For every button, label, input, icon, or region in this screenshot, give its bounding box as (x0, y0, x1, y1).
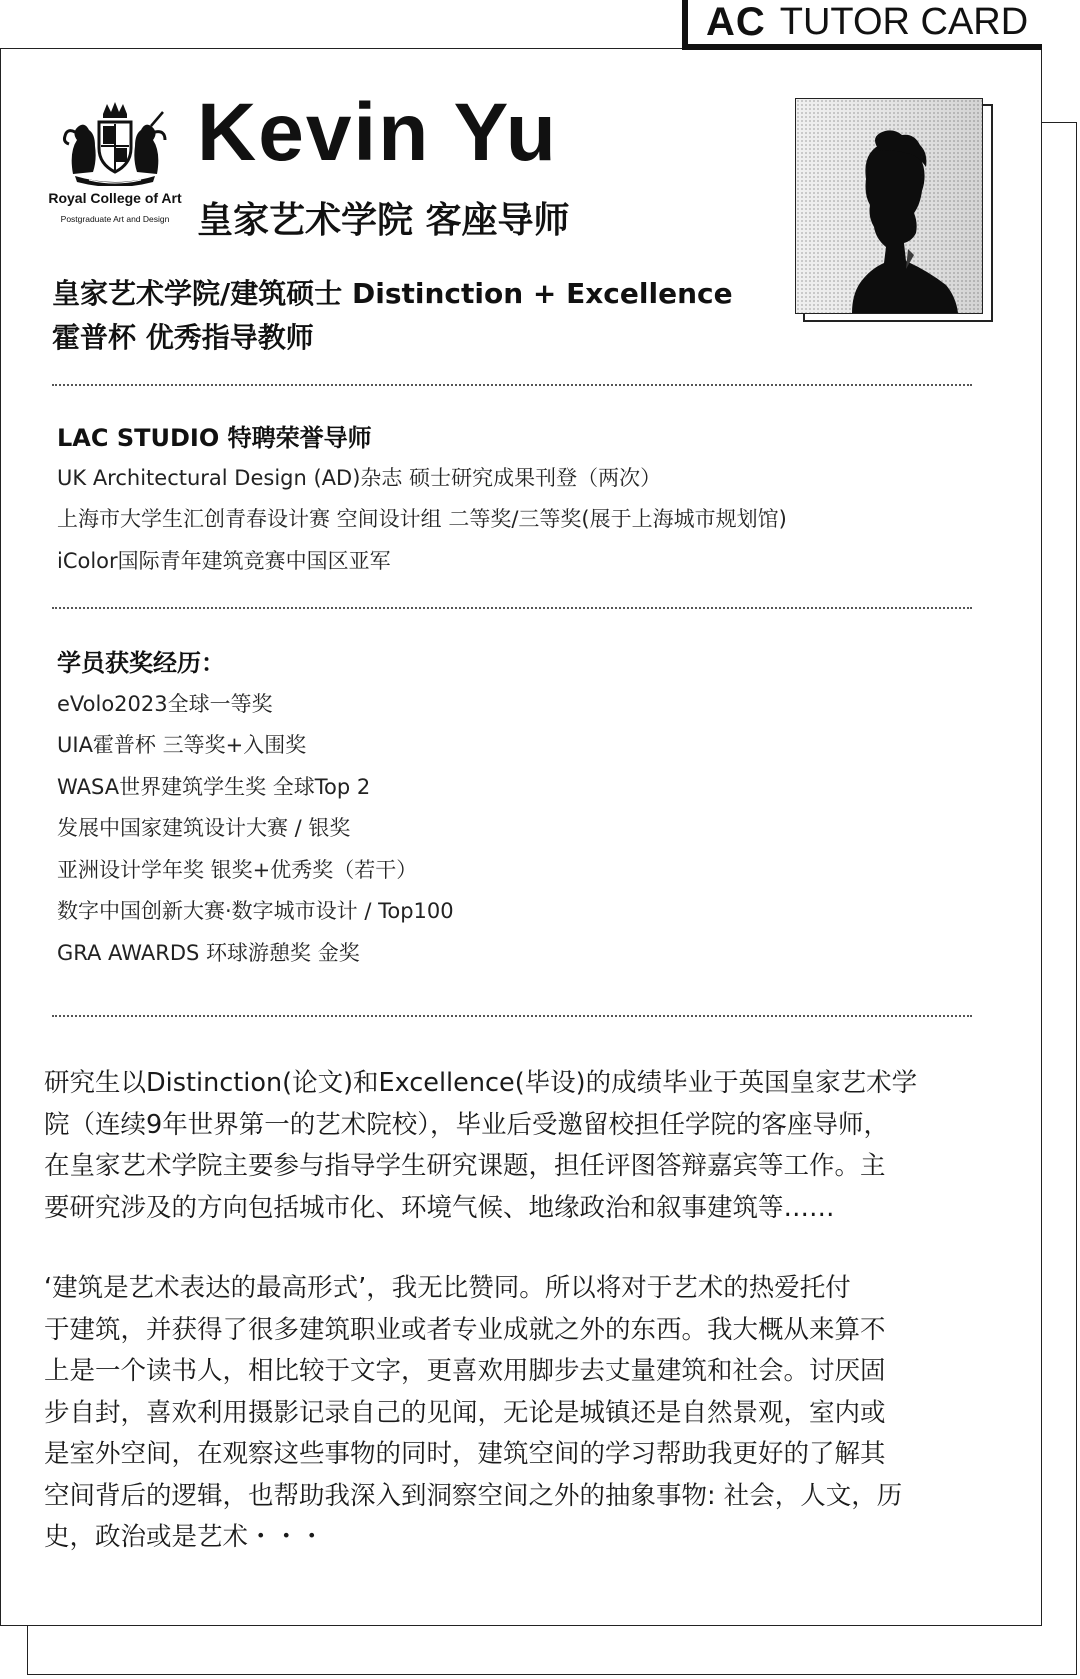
bio-line: 要研究涉及的方向包括城市化、环境气候、地缘政治和叙事建筑等…… (44, 1192, 835, 1223)
bio-line: 步自封，喜欢利用摄影记录自己的见闻，无论是城镇还是自然景观，室内或 (44, 1397, 886, 1428)
bio-line: 院（连续9年世界第一的艺术院校），毕业后受邀留校担任学院的客座导师， (44, 1109, 889, 1140)
bio-line: 于建筑，并获得了很多建筑职业或者专业成就之外的东西。我大概从来算不 (44, 1314, 886, 1345)
dotted-divider (52, 607, 972, 609)
honors-title: LAC STUDIO 特聘荣誉导师 (57, 424, 372, 452)
student-awards-title: 学员获奖经历： (57, 649, 225, 677)
header-brand: AC (706, 0, 766, 44)
bio-line: 上是一个读书人，相比较于文字，更喜欢用脚步去丈量建筑和社会。讨厌固 (44, 1356, 886, 1386)
award-item: 数字中国创新大赛·数字城市设计 / Top100 (57, 899, 454, 923)
royal-crest-icon (55, 102, 175, 186)
bio-line: 空间背后的逻辑，也帮助我深入到洞察空间之外的抽象事物: 社会，人文，历 (44, 1480, 903, 1511)
tutor-name: Kevin Yu (197, 87, 558, 178)
award-item: 亚洲设计学年奖 银奖+优秀奖（若干） (57, 858, 418, 882)
honors-item: 上海市大学生汇创青春设计赛 空间设计组 二等奖/三等奖(展于上海城市规划馆) (57, 507, 787, 531)
portrait-frame (795, 98, 990, 320)
tutor-title: 皇家艺术学院 客座导师 (197, 200, 570, 241)
header-label: TUTOR CARD (779, 1, 1029, 43)
credential-line-2: 霍普杯 优秀指导教师 (52, 321, 314, 354)
logo-tagline: Postgraduate Art and Design (60, 214, 170, 224)
portrait-photo (795, 98, 983, 314)
card-header-tab (682, 0, 1042, 50)
dotted-divider (52, 1015, 972, 1017)
bio-line: 是室外空间，在观察这些事物的同时，建筑空间的学习帮助我更好的了解其 (44, 1439, 886, 1469)
award-item: WASA世界建筑学生奖 全球Top 2 (57, 775, 371, 799)
dotted-divider (52, 384, 972, 386)
bio-line: 研究生以Distinction(论文)和Excellence(毕设)的成绩毕业于英国皇家艺术学 (44, 1068, 918, 1098)
honors-item: UK Architectural Design (AD)杂志 硕士研究成果刊登（两次） (57, 466, 662, 490)
award-item: UIA霍普杯 三等奖+入围奖 (57, 733, 307, 757)
award-item: 发展中国家建筑设计大赛 / 银奖 (57, 816, 351, 840)
award-item: GRA AWARDS 环球游憩奖 金奖 (57, 941, 360, 965)
award-item: eVolo2023全球一等奖 (57, 692, 273, 716)
bio-line: ‘建筑是艺术表达的最高形式’，我无比赞同。所以将对于艺术的热爱托付 (44, 1273, 851, 1303)
bio-paragraph-1 (44, 1063, 1009, 1229)
bio-paragraph-2 (44, 1268, 1009, 1559)
bio-line: 在皇家艺术学院主要参与指导学生研究课题，担任评图答辩嘉宾等工作。主 (44, 1151, 886, 1181)
honors-item: iColor国际青年建筑竞赛中国区亚军 (57, 549, 391, 573)
bio-line: 史，政治或是艺术・・・ (44, 1522, 325, 1552)
credential-line-1: 皇家艺术学院/建筑硕士 Distinction + Excellence (52, 277, 733, 310)
rca-logo (40, 102, 190, 224)
logo-name: Royal College of Art (48, 190, 182, 206)
